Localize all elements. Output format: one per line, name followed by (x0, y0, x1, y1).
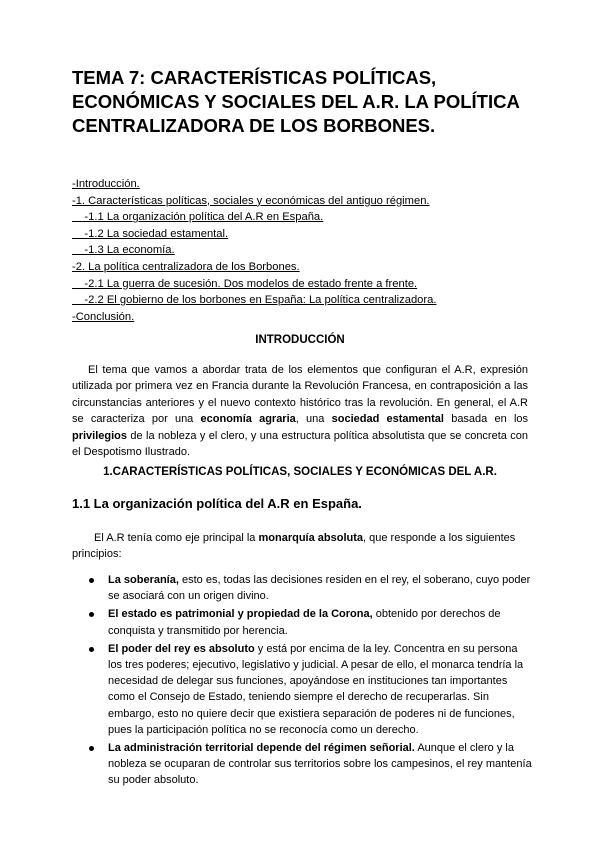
toc-item-1-3: -1.3 La economía. (72, 244, 175, 257)
bullet-text: Aunque el clero y la nobleza se ocuparan de controlar sus territorios sobre los campesinos, el rey mantenía su poder absoluto. (108, 742, 532, 787)
list-item-estado-patrimonial (72, 606, 532, 638)
toc-item-2-2: -2.2 El gobierno de los borbones en España: La política centralizadora. (72, 294, 437, 307)
document-title: TEMA 7: CARACTERÍSTICAS POLÍTICAS, ECONÓMICAS Y SOCIALES DEL A.R. LA POLÍTICA CENTRALIZADORA DE LOS BORBONES. (72, 67, 520, 136)
intro-heading: INTRODUCCIÓN (255, 334, 345, 346)
bullet-icon (89, 578, 94, 583)
intro-text-3: basada en los (443, 413, 529, 426)
intro-text-4: de la nobleza y el clero, y una estructura política absolutista que se concreta con el Despotismo Ilustrado. (72, 429, 528, 459)
bullet-text: esto es, todas las decisiones residen en el rey, el soberano, cuyo poder se asociará con un origen divino. (108, 574, 531, 603)
toc-item-1: -1. Características políticas, sociales y económicas del antiguo régimen. (72, 194, 430, 207)
intro-text-2: , una (295, 413, 332, 426)
toc-item-introduccion: -Introducción. (72, 178, 140, 190)
bullet-icon (89, 612, 94, 617)
bullet-bold: La administración territorial depende del régimen señorial. (108, 742, 415, 755)
intro-paragraph (72, 362, 528, 460)
lead-text-1: El A.R tenía como eje principal la (94, 532, 259, 544)
bullet-text: y está por encima de la ley. Concentra en su persona los tres poderes; ejecutivo, legislativo y judicial. A pesar de ello, el monarca tendría la necesidad de delegar sus funciones, apoyándose en instituciones tan importantes como el Consejo de Estado, teniendo siempre el derecho de recuperarlas. Sin embargo, esto no quiere decir que existiera separación de poderes ni de funciones, pues la participación política no se reconocía como un derecho. (108, 642, 524, 736)
principles-list (72, 572, 532, 791)
toc-item-2-1: -2.1 La guerra de sucesión. Dos modelos de estado frente a frente. (72, 277, 418, 290)
intro-bold-economia: economía agraria (200, 413, 296, 426)
intro-text-1: El tema que vamos a abordar trata de los elementos que configuran el A.R, expresión utilizada por primera vez en Francia durante la Revolución Francesa, en contraposición a las circunstancias anteriores y el nuevo contexto histórico tras la revolución. En general, el A.R se caracteriza por una (72, 364, 528, 426)
toc-item-1-1: -1.1 La organización política del A.R en España. (72, 211, 324, 224)
toc-item-conclusion: -Conclusión. (72, 310, 135, 323)
table-of-contents (72, 176, 542, 325)
lead-bold-monarquia: monarquía absoluta (258, 532, 364, 544)
bullet-icon (89, 647, 94, 652)
lead-text-2: , que responde a los siguientes principios: (72, 532, 516, 561)
section1-1-lead (72, 530, 528, 563)
intro-bold-sociedad: sociedad estamental (331, 413, 444, 426)
section1-1-heading: 1.1 La organización política del A.R en España. (72, 496, 362, 511)
list-item-soberania (72, 572, 532, 604)
bullet-text: obtenido por derechos de conquista y transmitido por herencia. (108, 608, 501, 637)
bullet-bold: El poder del rey es absoluto (108, 642, 255, 655)
bullet-icon (89, 746, 94, 751)
bullet-bold: El estado es patrimonial y propiedad de la Corona, (108, 608, 373, 621)
bullet-bold: La soberanía, (108, 574, 179, 586)
section1-heading: 1.CARACTERÍSTICAS POLÍTICAS, SOCIALES Y ECONÓMICAS DEL A.R. (103, 466, 497, 478)
list-item-administracion-territorial (72, 740, 532, 789)
list-item-poder-absoluto (72, 641, 532, 738)
toc-item-2: -2. La política centralizadora de los Borbones. (72, 260, 300, 273)
intro-bold-privilegios: privilegios (72, 429, 128, 442)
toc-item-1-2: -1.2 La sociedad estamental. (72, 227, 229, 240)
